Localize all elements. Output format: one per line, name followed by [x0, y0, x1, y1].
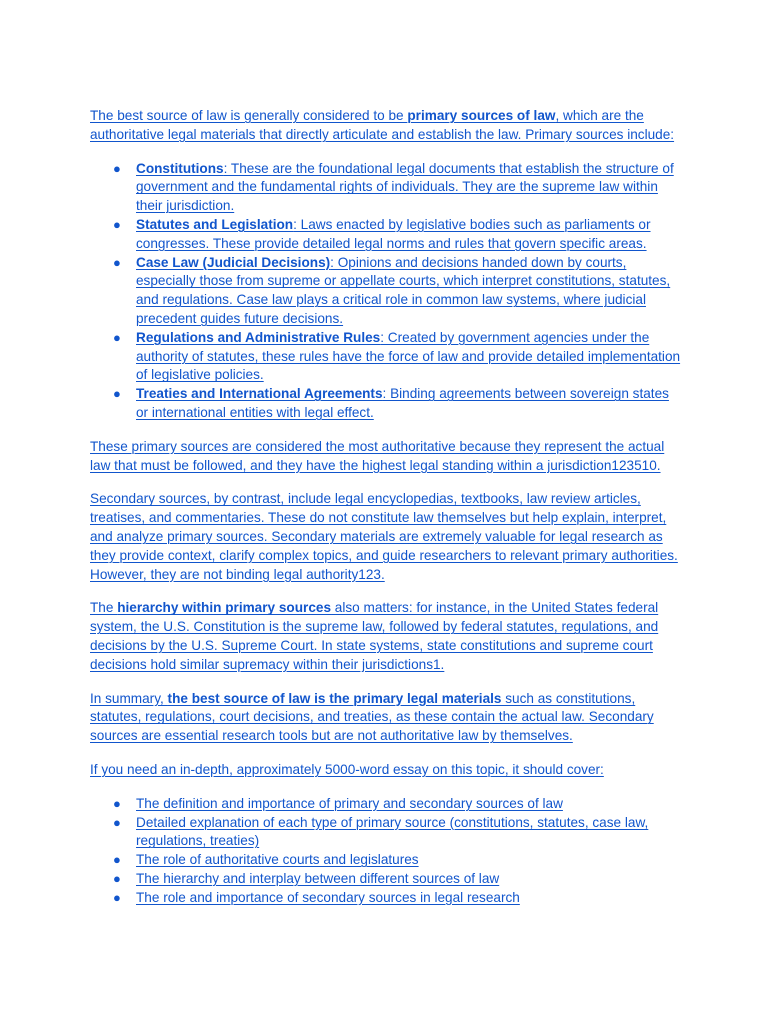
authoritative-paragraph — [90, 438, 682, 476]
primary-source-term: Treaties and International Agreements — [136, 386, 383, 402]
primary-source-desc: : Opinions and decisions handed down by courts, especially those from supreme or appellate courts, which interpret constitutions, statutes, and regulations. Case law plays a critical role in common law systems, where judicial precedent guides future decisions. — [136, 254, 671, 326]
bullet-icon: ● — [113, 216, 121, 232]
list-item — [90, 870, 682, 889]
bullet-icon: ● — [113, 852, 121, 868]
secondary-paragraph — [90, 490, 682, 584]
list-item — [90, 814, 682, 852]
bullet-icon: ● — [113, 814, 121, 830]
summary-paragraph — [90, 690, 682, 746]
bullet-icon: ● — [113, 160, 121, 176]
list-item — [90, 385, 682, 423]
list-item — [90, 889, 682, 908]
primary-source-link[interactable] — [136, 386, 669, 420]
bullet-icon: ● — [113, 254, 121, 270]
intro-post: , which are the authoritative legal materials that directly articulate and establish the law. Primary sources include: — [90, 108, 675, 142]
essay-topic-link[interactable]: The definition and importance of primary and secondary sources of law — [136, 795, 563, 811]
list-item — [90, 329, 682, 385]
primary-source-link[interactable] — [136, 255, 670, 326]
primary-source-link[interactable] — [136, 330, 680, 383]
list-item — [90, 254, 682, 329]
primary-source-term: Statutes and Legislation — [136, 216, 294, 232]
bullet-icon: ● — [113, 870, 121, 886]
primary-source-term: Case Law (Judicial Decisions) — [136, 254, 331, 270]
primary-source-desc: : Binding agreements between sovereign states or international entities with legal effect. — [136, 386, 669, 420]
primary-source-desc: : Created by government agencies under the authority of statutes, these rules have the force of law and provide detailed implementation of legislative policies. — [136, 329, 681, 383]
primary-source-term: Constitutions — [136, 160, 224, 176]
essay-intro-paragraph — [90, 761, 682, 780]
essay-topics-list — [90, 795, 682, 908]
list-item — [90, 160, 682, 216]
summary-bold: the best source of law is the primary legal materials — [167, 690, 502, 706]
bullet-icon: ● — [113, 329, 121, 345]
essay-topic-link[interactable]: The role of authoritative courts and legislatures — [136, 852, 419, 868]
intro-bold: primary sources of law — [407, 108, 556, 123]
intro-link[interactable] — [90, 108, 674, 142]
summary-pre: In summary, — [90, 690, 168, 706]
intro-paragraph — [90, 107, 682, 145]
bullet-icon: ● — [113, 889, 121, 905]
essay-topic-link[interactable]: The hierarchy and interplay between different sources of law — [136, 870, 500, 886]
primary-source-term: Regulations and Administrative Rules — [136, 329, 381, 345]
summary-link[interactable] — [90, 691, 654, 744]
secondary-link[interactable]: Secondary sources, by contrast, include legal encyclopedias, textbooks, law review articles, treatises, and commentaries. These do not constitute law themselves but help explain, interpret, and analyze primary sources. Secondary materials are extremely valuable for legal research as they provide context, clarify complex topics, and guide researchers to relevant primary authorities. However, they are not binding legal authority123. — [90, 491, 678, 582]
hierarchy-post: also matters: for instance, in the United States federal system, the U.S. Constitution is the supreme law, followed by federal statutes, regulations, and decisions by the U.S. Supreme Court. In state systems, state constitutions and supreme court decisions hold similar supremacy within their jurisdictions1. — [90, 600, 659, 672]
primary-source-desc: : These are the foundational legal documents that establish the structure of government and the fundamental rights of individuals. They are the supreme law within their jurisdiction. — [136, 160, 674, 214]
hierarchy-pre: The — [90, 600, 118, 616]
list-item — [90, 851, 682, 870]
hierarchy-bold: hierarchy within primary sources — [117, 600, 332, 616]
document-body — [90, 107, 682, 922]
summary-post: such as constitutions, statutes, regulations, court decisions, and treaties, as these contain the actual law. Secondary sources are essential research tools but are not authoritative law by themselves. — [90, 690, 654, 744]
list-item — [90, 795, 682, 814]
primary-source-desc: : Laws enacted by legislative bodies such as parliaments or congresses. These provide detailed legal norms and rules that govern specific areas. — [136, 216, 651, 251]
primary-source-link[interactable] — [136, 161, 674, 214]
list-item — [90, 216, 682, 254]
essay-topic-link[interactable]: The role and importance of secondary sources in legal research — [136, 889, 520, 905]
bullet-icon: ● — [113, 795, 121, 811]
bullet-icon: ● — [113, 386, 121, 402]
hierarchy-link[interactable] — [90, 600, 658, 671]
essay-topic-link[interactable]: Detailed explanation of each type of primary source (constitutions, statutes, case law, regulations, treaties) — [136, 814, 649, 849]
hierarchy-paragraph — [90, 599, 682, 674]
primary-source-link[interactable] — [136, 217, 651, 251]
intro-pre: The best source of law is generally considered to be — [90, 108, 408, 123]
primary-sources-list — [90, 160, 682, 423]
essay-intro-link[interactable]: If you need an in-depth, approximately 5000-word essay on this topic, it should cover: — [90, 761, 604, 777]
authoritative-link[interactable]: These primary sources are considered the most authoritative because they represent the actual law that must be followed, and they have the highest legal standing within a jurisdiction123510. — [90, 438, 665, 473]
